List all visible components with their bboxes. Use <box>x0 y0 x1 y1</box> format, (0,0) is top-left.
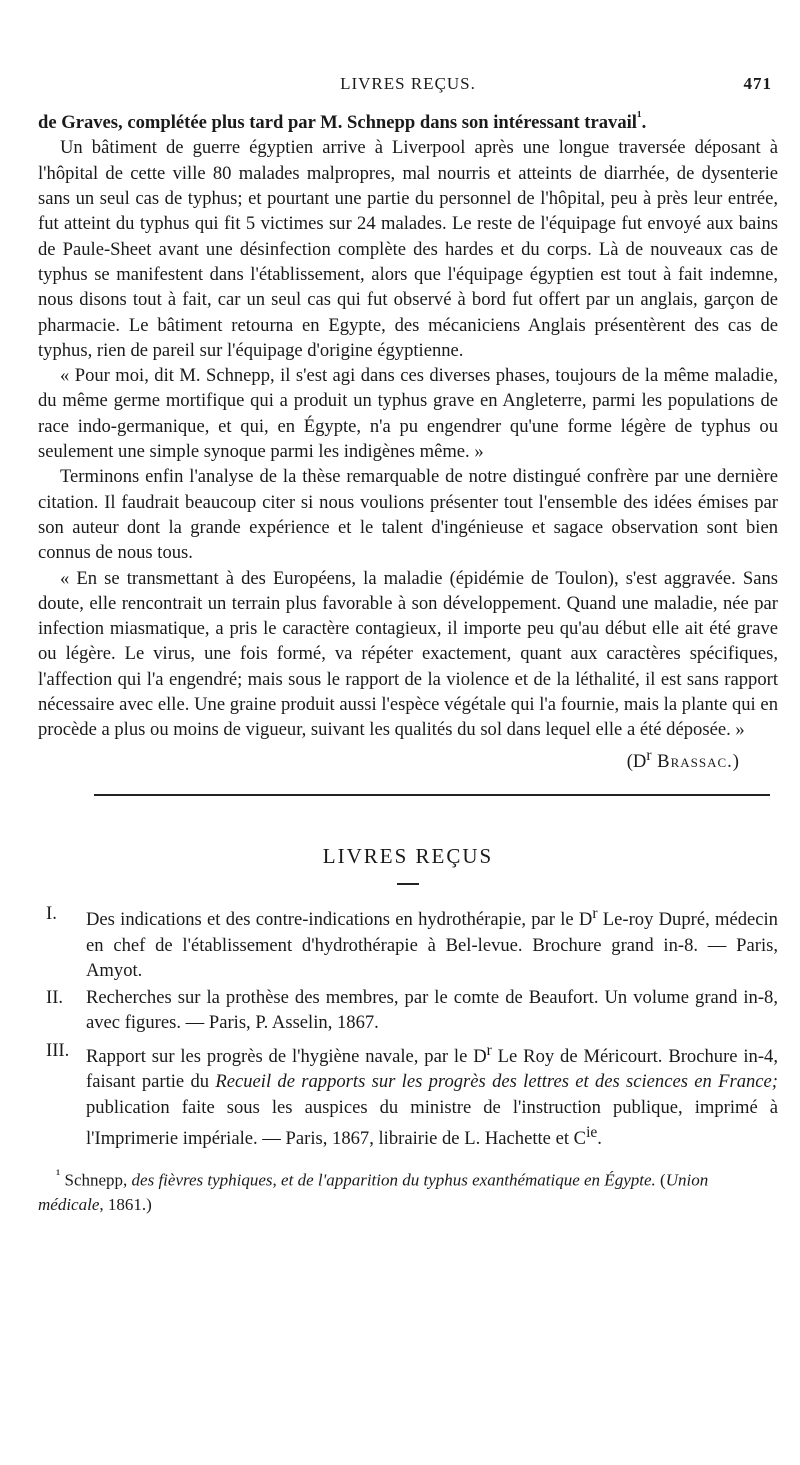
footnote-journal: Union médicale <box>38 1170 709 1214</box>
item-text-end: Le-roy Dupré, médecin en chef de l'établissement d'hydrothérapie à Bel-levue. Brochure grand in-8. — Paris, Amyot. <box>86 909 778 981</box>
item-text: Rapport sur les progrès de l'hygiène navale, par le D <box>86 1045 487 1067</box>
book-list <box>38 901 778 1151</box>
signature-name: Brassac.) <box>651 750 740 772</box>
running-head <box>38 74 778 104</box>
list-item <box>38 985 778 1036</box>
item-sup-2: ie <box>586 1123 598 1141</box>
item-sup: r <box>486 1041 492 1059</box>
list-item <box>38 1038 778 1152</box>
footnote <box>38 1163 778 1217</box>
running-title: LIVRES REÇUS. <box>340 74 476 93</box>
item-number: I. <box>46 903 57 925</box>
item-text: Des indications et des contre-indications en hydrothérapie, par le D <box>86 909 593 931</box>
title-underline <box>397 883 419 885</box>
footnote-open: ( <box>655 1170 666 1190</box>
paragraph-2: Un bâtiment de guerre égyptien arrive à Liverpool après une longue traversée déposant à l'hôpital de cette ville 80 malades malpropres, mal nourris et atteints de diarrhée, de dysenterie sans un seul cas de typhus; et pourtant une partie du personnel de l'hôpital, peu à près leur entrée, fut atteint du typhus qui fit 5 victimes sur 24 malades. Le reste de l'équipage fut envoyé aux bains de Paule-Sheet avant une désinfection complète des hardes et du corps. Là de nouveaux cas de typhus se manifestent dans l'établissement, alors que l'équipage égyptien est tout à fait indemne, nous disons tout à fait, car un seul cas qui fut observé à bord fut offert par un anglais, garçon de pharmacie. Le bâtiment retourna en Egypte, des mécaniciens Anglais présentèrent des cas de typhus, rien de pareil sur l'équipage d'origine égyptienne. <box>38 137 778 361</box>
footnote-mark: ¹ <box>56 1167 61 1184</box>
paragraph-1-text: de Graves, complétée plus tard par M. Schnepp dans son intéressant travail <box>38 112 637 134</box>
footnote-title: des fièvres typhiques, et de l'apparition du typhus exanthématique en Égypte. <box>131 1170 656 1190</box>
paragraph-1-end: . <box>641 112 647 134</box>
item-text-end: publication faite sous les auspices du ministre de l'instruction publique, imprimé à l'Imprimerie impériale. — Paris, 1867, librairie de L. Hachette et C <box>86 1096 778 1150</box>
paragraph-4: Terminons enfin l'analyse de la thèse remarquable de notre distingué confrère par une dernière citation. Il faudrait beaucoup citer si nous voulions présenter tout l'ensemble des idées émises par son auteur dont la grande expérience et le talent d'ingénieuse et sagace observation sont bien connus de nous tous. <box>38 466 778 564</box>
footnote-author: Schnepp, <box>60 1170 132 1190</box>
footnote-reference[interactable]: ¹ <box>636 108 642 125</box>
item-text-mid: Le Roy de Méricourt. Brochure in-4, faisant partie du <box>86 1045 778 1093</box>
list-item <box>38 901 778 983</box>
item-text-final: . <box>597 1128 602 1150</box>
paragraph-5-quote: « En se transmettant à des Européens, la maladie (épidémie de Toulon), s'est aggravée. Sans doute, elle rencontrait un terrain plus favorable à son développement. Quand une maladie, née par infection miasmatique, a pris le caractère contagieux, il importe peu qu'au début elle ait été grave ou légère. Le virus, une fois formé, va répéter exactement, quant aux caractères spécifiques, l'affection qui l'a engendré; mais sous le rapport de la violence et de la léthalité, il est sans rapport nécessaire avec elle. Une graine produit aussi l'espèce végétale qui l'a fournie, mais la plante qui en procède a plus ou moins de vigueur, suivant les qualités du sol dans lequel elle a été déposée. » <box>38 567 778 741</box>
item-number: III. <box>46 1039 70 1061</box>
signature <box>38 743 778 774</box>
item-text: Recherches sur la prothèse des membres, par le comte de Beaufort. Un volume grand in-8, avec figures. — Paris, P. Asselin, 1867. <box>86 987 778 1034</box>
paragraph-3-quote: « Pour moi, dit M. Schnepp, il s'est agi dans ces diverses phases, toujours de la même maladie, du même germe mortifique qui a produit un typhus grave en Angleterre, parmi les populations de race indo-germanique, et qui, en Égypte, n'a pu engendrer qu'une forme légère de typhus ou seulement une simple synoque parmi les indigènes même. » <box>38 365 778 463</box>
page-number: 471 <box>743 74 772 93</box>
item-number: II. <box>46 987 64 1009</box>
signature-sup: r <box>646 746 652 764</box>
signature-prefix: (D <box>626 750 647 772</box>
footnote-year: , 1861.) <box>99 1194 152 1214</box>
paragraph-1 <box>38 104 778 135</box>
item-text-italic: Recueil de rapports sur les progrès des lettres et des sciences en France; <box>215 1071 778 1093</box>
item-sup: r <box>592 905 598 923</box>
section-title: LIVRES REÇUS <box>322 844 494 869</box>
section-divider <box>94 794 770 796</box>
